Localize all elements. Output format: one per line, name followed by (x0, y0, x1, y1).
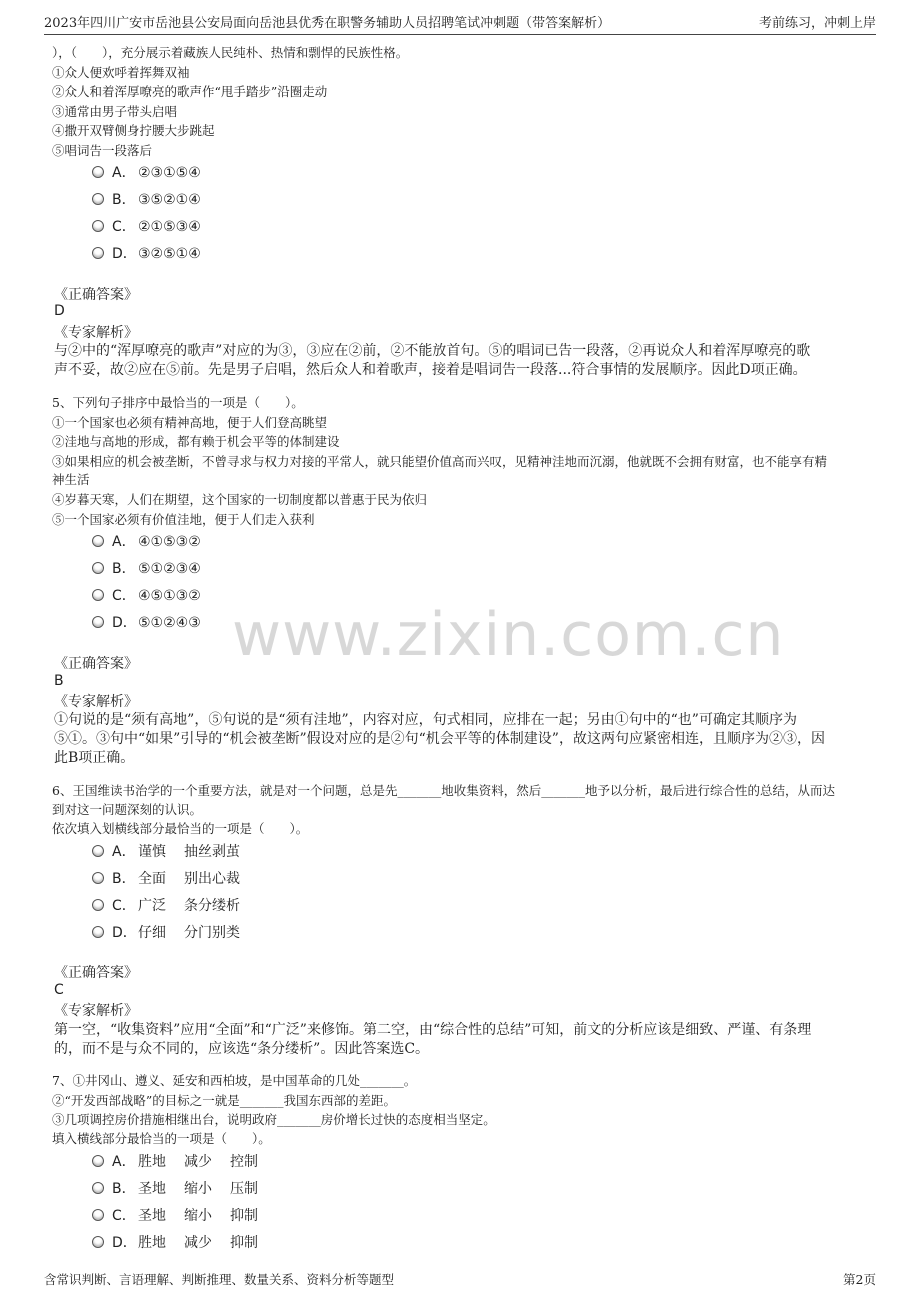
radio-icon[interactable] (92, 845, 104, 857)
q4-item: ③通常由男子带头启唱 (52, 104, 178, 119)
radio-icon[interactable] (92, 1209, 104, 1221)
q5-item: ⑤一个国家必须有价值洼地，便于人们走入获利 (52, 512, 315, 527)
radio-icon[interactable] (92, 1182, 104, 1194)
q4-option-d[interactable]: D．③②⑤①④ (92, 244, 201, 264)
page-header (44, 10, 876, 35)
page-footer (44, 1270, 876, 1292)
q5-option-d[interactable]: D．⑤①②④③ (92, 613, 201, 633)
q6-analysis-line: 第一空，“收集资料”应用“全面”和“广泛”来修饰。第二空，由“综合性的总结”可知，前文的分析应该是细致、严谨、有条理 (54, 1022, 812, 1038)
radio-icon[interactable] (92, 616, 104, 628)
q5-item: ①一个国家也必须有精神高地，便于人们登高眺望 (52, 415, 328, 430)
q7-option-c[interactable]: C． 圣地 缩小 抑制 (92, 1206, 258, 1226)
q7-option-a[interactable]: A． 胜地 减少 控制 (92, 1152, 258, 1172)
footer-text: 含常识判断、言语理解、判断推理、数量关系、资料分析等题型 (44, 1272, 395, 1287)
q5-stem: 5、下列句子排序中最恰当的一项是（ ）。 (52, 395, 304, 410)
q5-option-a[interactable]: A． ④①⑤③② (92, 532, 201, 552)
q4-option-b[interactable]: B． ③⑤②①④ (92, 190, 201, 210)
radio-icon[interactable] (92, 926, 104, 938)
radio-icon[interactable] (92, 535, 104, 547)
q4-item: ②众人和着浑厚嘹亮的歌声作“甩手踏步”沿圈走动 (52, 84, 328, 99)
q4-option-c[interactable]: C． ②①⑤③④ (92, 217, 201, 237)
q5-analysis-line: 此B项正确。 (54, 750, 135, 766)
q5-option-c[interactable]: C． ④⑤①③② (92, 586, 201, 606)
q6-option-c[interactable]: C． 广泛 条分缕析 (92, 896, 240, 916)
answer-label: 《正确答案》 (54, 965, 138, 981)
analysis-label: 《专家解析》 (54, 325, 138, 341)
answer-label: 《正确答案》 (54, 287, 138, 303)
q4-item: ①众人便欢呼着挥舞双袖 (52, 65, 190, 80)
q6-analysis-line: 的，而不是与众不同的，应该选“条分缕析”。因此答案选C。 (54, 1041, 430, 1057)
q6-answer: C (54, 982, 64, 998)
watermark: www.zixin.com.cn (232, 600, 785, 670)
q7-stem: ③几项调控房价措施相继出台，说明政府_______房价增长过快的态度相当坚定。 (52, 1112, 496, 1127)
q5-answer: B (54, 673, 64, 689)
q5-analysis-line: ①句说的是“须有高地”，⑤句说的是“须有洼地”，内容对应，句式相同，应排在一起；另由①句中的“也”可确定其顺序为 (54, 712, 797, 728)
q5-analysis-line: ⑤①。③句中“如果”引导的“机会被垄断”假设对应的是②句“机会平等的体制建设”，故这两句应紧密相连，且顺序为②③，因 (54, 731, 825, 747)
document-title: 2023年四川广安市岳池县公安局面向岳池县优秀在职警务辅助人员招聘笔试冲刺题（带答案解析） (44, 16, 611, 31)
q6-stem: 依次填入划横线部分最恰当的一项是（ ）。 (52, 821, 309, 836)
q6-option-b[interactable]: B． 全面 别出心裁 (92, 869, 240, 889)
q4-stem-tail: ），（ ），充分展示着藏族人民纯朴、热情和剽悍的民族性格。 (52, 45, 409, 60)
analysis-label: 《专家解析》 (54, 694, 138, 710)
q4-option-a[interactable]: A． ②③①⑤④ (92, 163, 201, 183)
q4-analysis-line: 与②中的“浑厚嘹亮的歌声”对应的为③，③应在②前，②不能放首句。⑤的唱词已告一段落，②再说众人和着浑厚嘹亮的歌 (54, 343, 811, 359)
page-number: 第2页 (843, 1272, 876, 1287)
q4-analysis-line: 声不妥，故②应在⑤前。先是男子启唱，然后众人和着歌声，接着是唱词告一段落...符合事情的发展顺序。因此D项正确。 (54, 362, 807, 378)
q7-stem: ②“开发西部战略”的目标之一就是_______我国东西部的差距。 (52, 1093, 397, 1108)
radio-icon[interactable] (92, 166, 104, 178)
radio-icon[interactable] (92, 872, 104, 884)
q4-item: ④撒开双臂侧身拧腰大步跳起 (52, 123, 215, 138)
q5-item: ②洼地与高地的形成，都有赖于机会平等的体制建设 (52, 434, 340, 449)
q5-item: ③如果相应的机会被垄断，不曾寻求与权力对接的平常人，就只能望价值高而兴叹，见精神洼地而沉溺，他就既不会拥有财富，也不能享有精 (52, 454, 828, 469)
q5-option-b[interactable]: B． ⑤①②③④ (92, 559, 201, 579)
radio-icon[interactable] (92, 899, 104, 911)
radio-icon[interactable] (92, 220, 104, 232)
answer-label: 《正确答案》 (54, 656, 138, 672)
q5-item: 神生活 (52, 472, 90, 487)
q4-answer: D (54, 303, 65, 319)
q5-item: ④岁暮天寒，人们在期望，这个国家的一切制度都以普惠于民为依归 (52, 492, 428, 507)
q7-option-d[interactable]: D．胜地 减少 抑制 (92, 1233, 258, 1253)
q6-option-a[interactable]: A． 谨慎 抽丝剥茧 (92, 842, 240, 862)
q6-stem: 到对这一问题深刻的认识。 (52, 802, 203, 817)
radio-icon[interactable] (92, 1236, 104, 1248)
header-tagline: 考前练习，冲刺上岸 (758, 16, 876, 31)
q7-stem: 7、①井冈山、遵义、延安和西柏坡，是中国革命的几处_______。 (52, 1073, 417, 1088)
q7-stem: 填入横线部分最恰当的一项是（ ）。 (52, 1131, 271, 1146)
radio-icon[interactable] (92, 589, 104, 601)
analysis-label: 《专家解析》 (54, 1003, 138, 1019)
q4-item: ⑤唱词告一段落后 (52, 143, 153, 158)
radio-icon[interactable] (92, 562, 104, 574)
q7-option-b[interactable]: B． 圣地 缩小 压制 (92, 1179, 258, 1199)
radio-icon[interactable] (92, 247, 104, 259)
q6-stem: 6、王国维读书治学的一个重要方法，就是对一个问题，总是先_______地收集资料，然后_______地予以分析，最后进行综合性的总结，从而达 (52, 783, 835, 798)
radio-icon[interactable] (92, 1155, 104, 1167)
radio-icon[interactable] (92, 193, 104, 205)
q6-option-d[interactable]: D．仔细 分门别类 (92, 923, 240, 943)
